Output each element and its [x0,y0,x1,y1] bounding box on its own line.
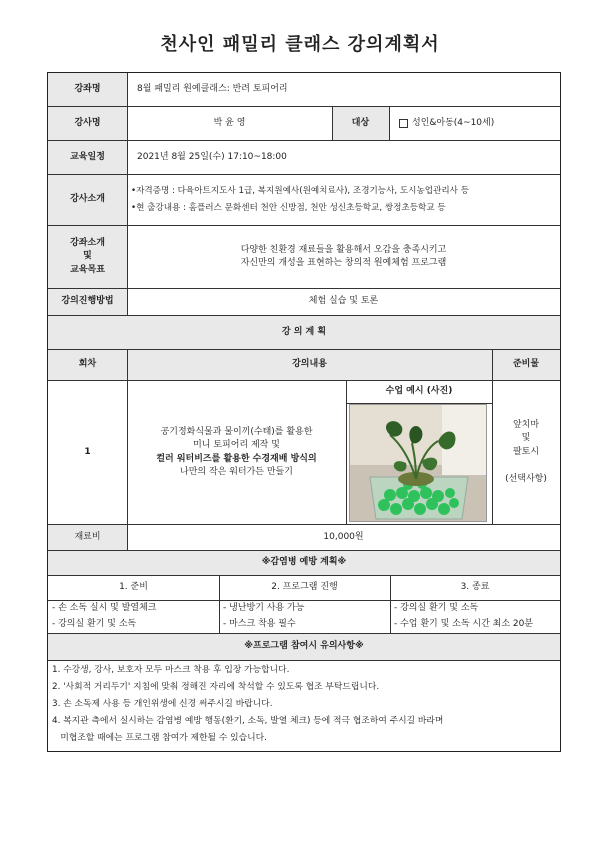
goal-label-line: 강좌소개 [70,238,105,249]
instructor-value: 박 윤 영 [213,117,246,128]
prevention-item: - 냉난방기 사용 가능 [223,603,305,614]
target-text: 성인&아동(4~10세) [412,117,495,128]
row-divider [48,140,560,141]
prevention-header: ※감염병 예방 계획※ [48,551,560,575]
materials-value [492,381,560,524]
col-divider [127,350,128,550]
course-name-value: 8월 패밀리 원예클래스: 반려 토피어리 [137,83,288,94]
col-divider [127,73,128,315]
bio-label: 강사소개 [48,175,127,225]
col-divider [492,350,493,524]
method-value: 체험 실습 및 토론 [308,296,379,307]
photo-caption: 수업 예시 (사진) [385,386,453,397]
target-checkbox[interactable] [399,119,408,128]
col-divider [346,381,347,524]
plant-pot-icon [350,405,487,522]
notes-body [52,662,557,750]
prevention-col-title: 2. 프로그램 진행 [271,582,338,593]
content-line: 미니 토피어리 제작 및 [193,440,280,451]
row-divider [48,225,560,226]
row-divider [48,600,560,601]
content-line: 컬러 워터비즈를 활용한 수경재배 방식의 [156,453,317,464]
prevention-col-title: 1. 준비 [119,582,148,593]
row-divider [48,524,560,525]
row-divider [48,575,560,576]
col-divider [390,576,391,633]
note-line: 2. '사회적 거리두기' 지침에 맞춰 정해진 자리에 착석할 수 있도록 협조 부탁드립니다. [52,682,380,692]
row-divider [48,288,560,289]
row-divider [48,106,560,107]
row-divider [48,550,560,551]
col-divider [389,107,390,140]
goal-label-line: 교육목표 [70,264,105,275]
materials-col-header: 준비물 [492,350,560,380]
notes-header: ※프로그램 참여시 유의사항※ [48,634,560,660]
session-number: 1 [84,446,91,457]
target-value [389,107,560,140]
prevention-item: - 마스크 착용 필수 [223,619,296,630]
plan-header: 강 의 계 획 [48,316,560,349]
schedule-value: 2021년 8월 25일(수) 17:10~18:00 [137,151,287,162]
target-label: 대상 [332,107,389,140]
goal-label-line: 및 [83,251,92,262]
goal-line: 다양한 친환경 재료들을 활용해서 오감을 충족시키고 [240,244,447,255]
bio-line: •자격증명 : 다육아트지도사 1급, 복지원예사(원예치료사), 조경기능사, 도시농업관리사 등 [131,186,470,196]
materials-note: (선택사항) [505,473,547,484]
bio-line: •현 출강내용 : 홈플러스 문화센터 천안 신방점, 천안 성신초등학교, 쌍정초등학교 등 [131,203,446,213]
schedule-label: 교육일정 [48,141,127,174]
content-col-header: 강의내용 [127,350,492,380]
bio-value [127,175,560,225]
row-divider [346,403,492,404]
col-divider [219,576,220,633]
row-divider [48,660,560,661]
materials-line: 팔토시 [512,446,540,457]
note-line: 3. 손 소독제 사용 등 개인위생에 신경 써주시길 바랍니다. [52,699,273,709]
prevention-item: - 강의실 환기 및 소독 [394,603,479,614]
content-value [127,381,346,524]
col-divider [332,107,333,140]
goal-line: 자신만의 개성을 표현하는 창의적 원예체험 프로그램 [240,258,447,268]
content-line: 공기정화식물과 물이끼(수태)를 활용한 [160,427,313,438]
materials-line: 및 [521,433,531,444]
fee-value: 10,000원 [323,531,364,542]
prevention-col-title: 3. 종료 [460,582,490,593]
row-divider [48,174,560,175]
row-divider [48,349,560,350]
prevention-item: - 수업 환기 및 소독 시간 최소 20분 [394,619,534,630]
method-label: 강의진행방법 [48,289,127,315]
session-col-header: 회차 [48,350,127,380]
goal-label [48,226,127,288]
note-line: 1. 수강생, 강사, 보호자 모두 마스크 착용 후 입장 가능합니다. [52,665,290,675]
row-divider [48,633,560,634]
class-example-photo [349,404,487,522]
materials-line: 앞치마 [512,420,540,431]
prevention-item: - 강의실 환기 및 소독 [52,619,137,630]
prevention-item: - 손 소독 실시 및 발열체크 [52,603,157,614]
instructor-label: 강사명 [48,107,127,140]
row-divider [48,380,560,381]
course-name-label: 강좌명 [48,73,127,106]
goal-value [127,226,560,288]
fee-label: 재료비 [48,525,127,550]
row-divider [48,315,560,316]
note-line: 미협조할 때에는 프로그램 참여가 제한될 수 있습니다. [52,733,267,743]
note-line: 4. 복지관 측에서 실시하는 감염병 예방 행동(환기, 소독, 발열 체크) 등에 적극 협조하여 주시길 바라며 [52,716,444,726]
page-title: 천사인 패밀리 클래스 강의계획서 [160,34,440,55]
content-line: 나만의 작은 워터가든 만들기 [180,466,293,477]
